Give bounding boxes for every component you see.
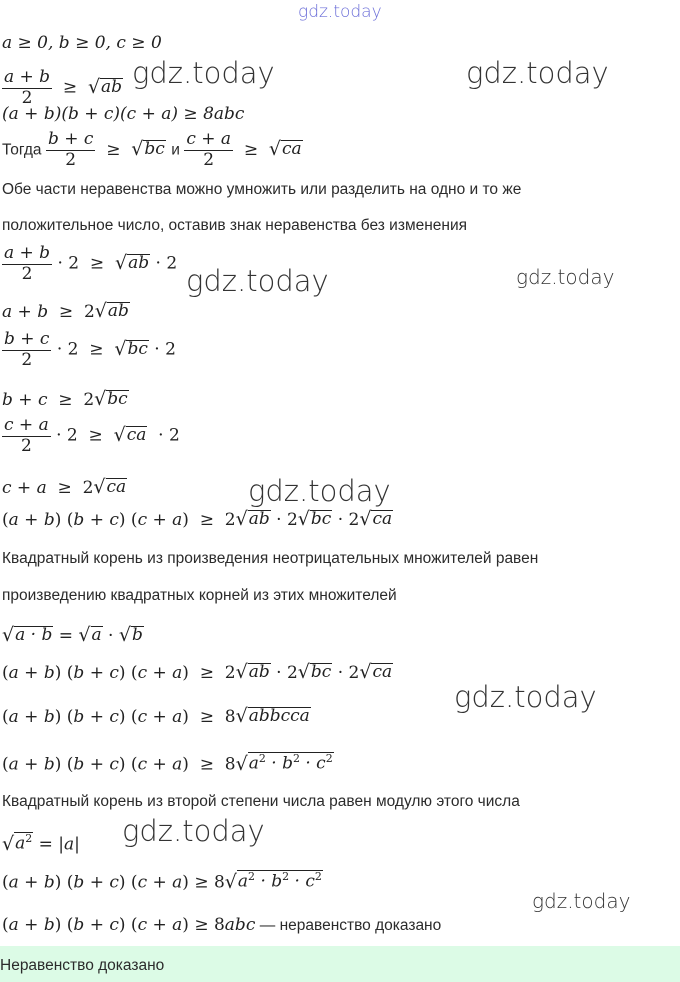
- math-am-gm-ab: $\frac{a + b}{2}$ ≥ √ ab: [4, 67, 123, 108]
- and-label: и: [171, 141, 180, 159]
- math-product-5: (a + b) (b + c) (c + a) ≥ 8 √ $a^2 \cdot b^2 \cdot c^2$: [2, 870, 322, 893]
- text-rule-multiply-1: Обе части неравенства можно умножить или разделить на одно и то же: [2, 181, 522, 198]
- watermark-top: gdz.today: [298, 2, 382, 22]
- watermark: gdz.today: [516, 265, 615, 289]
- watermark: gdz.today: [454, 680, 597, 714]
- math-mult-ca: $\frac{c + a}{2}$ · 2 ≥ √ ca · 2: [4, 415, 180, 456]
- math-conditions: a ≥ 0, b ≥ 0, c ≥ 0: [2, 33, 162, 53]
- math-product-1: (a + b) (b + c) (c + a) ≥ 2 √ ab · 2 √ bc · 2 √ ca: [2, 508, 393, 530]
- math-abs: √ $a^2$ = |a|: [2, 832, 80, 855]
- tonda-label: Тогда: [2, 141, 42, 159]
- watermark: gdz.today: [532, 889, 631, 913]
- answer-box: [0, 946, 680, 982]
- math-final: (a + b) (b + c) (c + a) ≥ 8abc — неравенство доказано: [2, 915, 442, 935]
- math-result-ab: a + b ≥ 2 √ ab: [2, 300, 129, 322]
- watermark: gdz.today: [466, 56, 609, 90]
- math-product-2: (a + b) (b + c) (c + a) ≥ 2 √ ab · 2 √ bc · 2 √ ca: [2, 661, 393, 683]
- text-rule-root-2: произведению квадратных корней из этих множителей: [2, 587, 397, 604]
- watermark: gdz.today: [132, 56, 275, 90]
- math-root-product: √ a · b = √ a · √ b: [2, 624, 143, 646]
- text-rule-multiply-2: положительное число, оставив знак неравенства без изменения: [2, 217, 468, 234]
- text-rule-root-1: Квадратный корень из произведения неотрицательных множителей равен: [2, 550, 539, 567]
- proved-suffix: — неравенство доказано: [259, 917, 442, 934]
- math-then-line: Тогда $\frac{b + c}{2}$ ≥ √ bc и $\frac{c + a}{2}$ ≥ √ ca: [2, 129, 302, 170]
- answer-text: Неравенство доказано: [0, 957, 165, 974]
- clipped-line: (a + b)(b + c)(c + a) ≥ 8abc: [2, 104, 245, 124]
- watermark: gdz.today: [248, 474, 391, 508]
- math-product-4: (a + b) (b + c) (c + a) ≥ 8 √ $a^2 \cdot b^2 \cdot c^2$: [2, 752, 333, 775]
- math-result-ca: c + a ≥ 2 √ ca: [2, 476, 127, 498]
- text-rule-abs: Квадратный корень из второй степени числа равен модулю этого числа: [2, 793, 520, 810]
- watermark: gdz.today: [122, 814, 265, 848]
- watermark: gdz.today: [186, 264, 329, 298]
- math-result-bc: b + c ≥ 2 √ bc: [2, 388, 128, 410]
- math-mult-bc: $\frac{b + c}{2}$ · 2 ≥ √ bc · 2: [4, 329, 176, 370]
- math-product-3: (a + b) (b + c) (c + a) ≥ 8 √ abbcca: [2, 705, 310, 727]
- math-mult-ab: $\frac{a + b}{2}$ · 2 ≥ √ ab · 2: [4, 243, 178, 284]
